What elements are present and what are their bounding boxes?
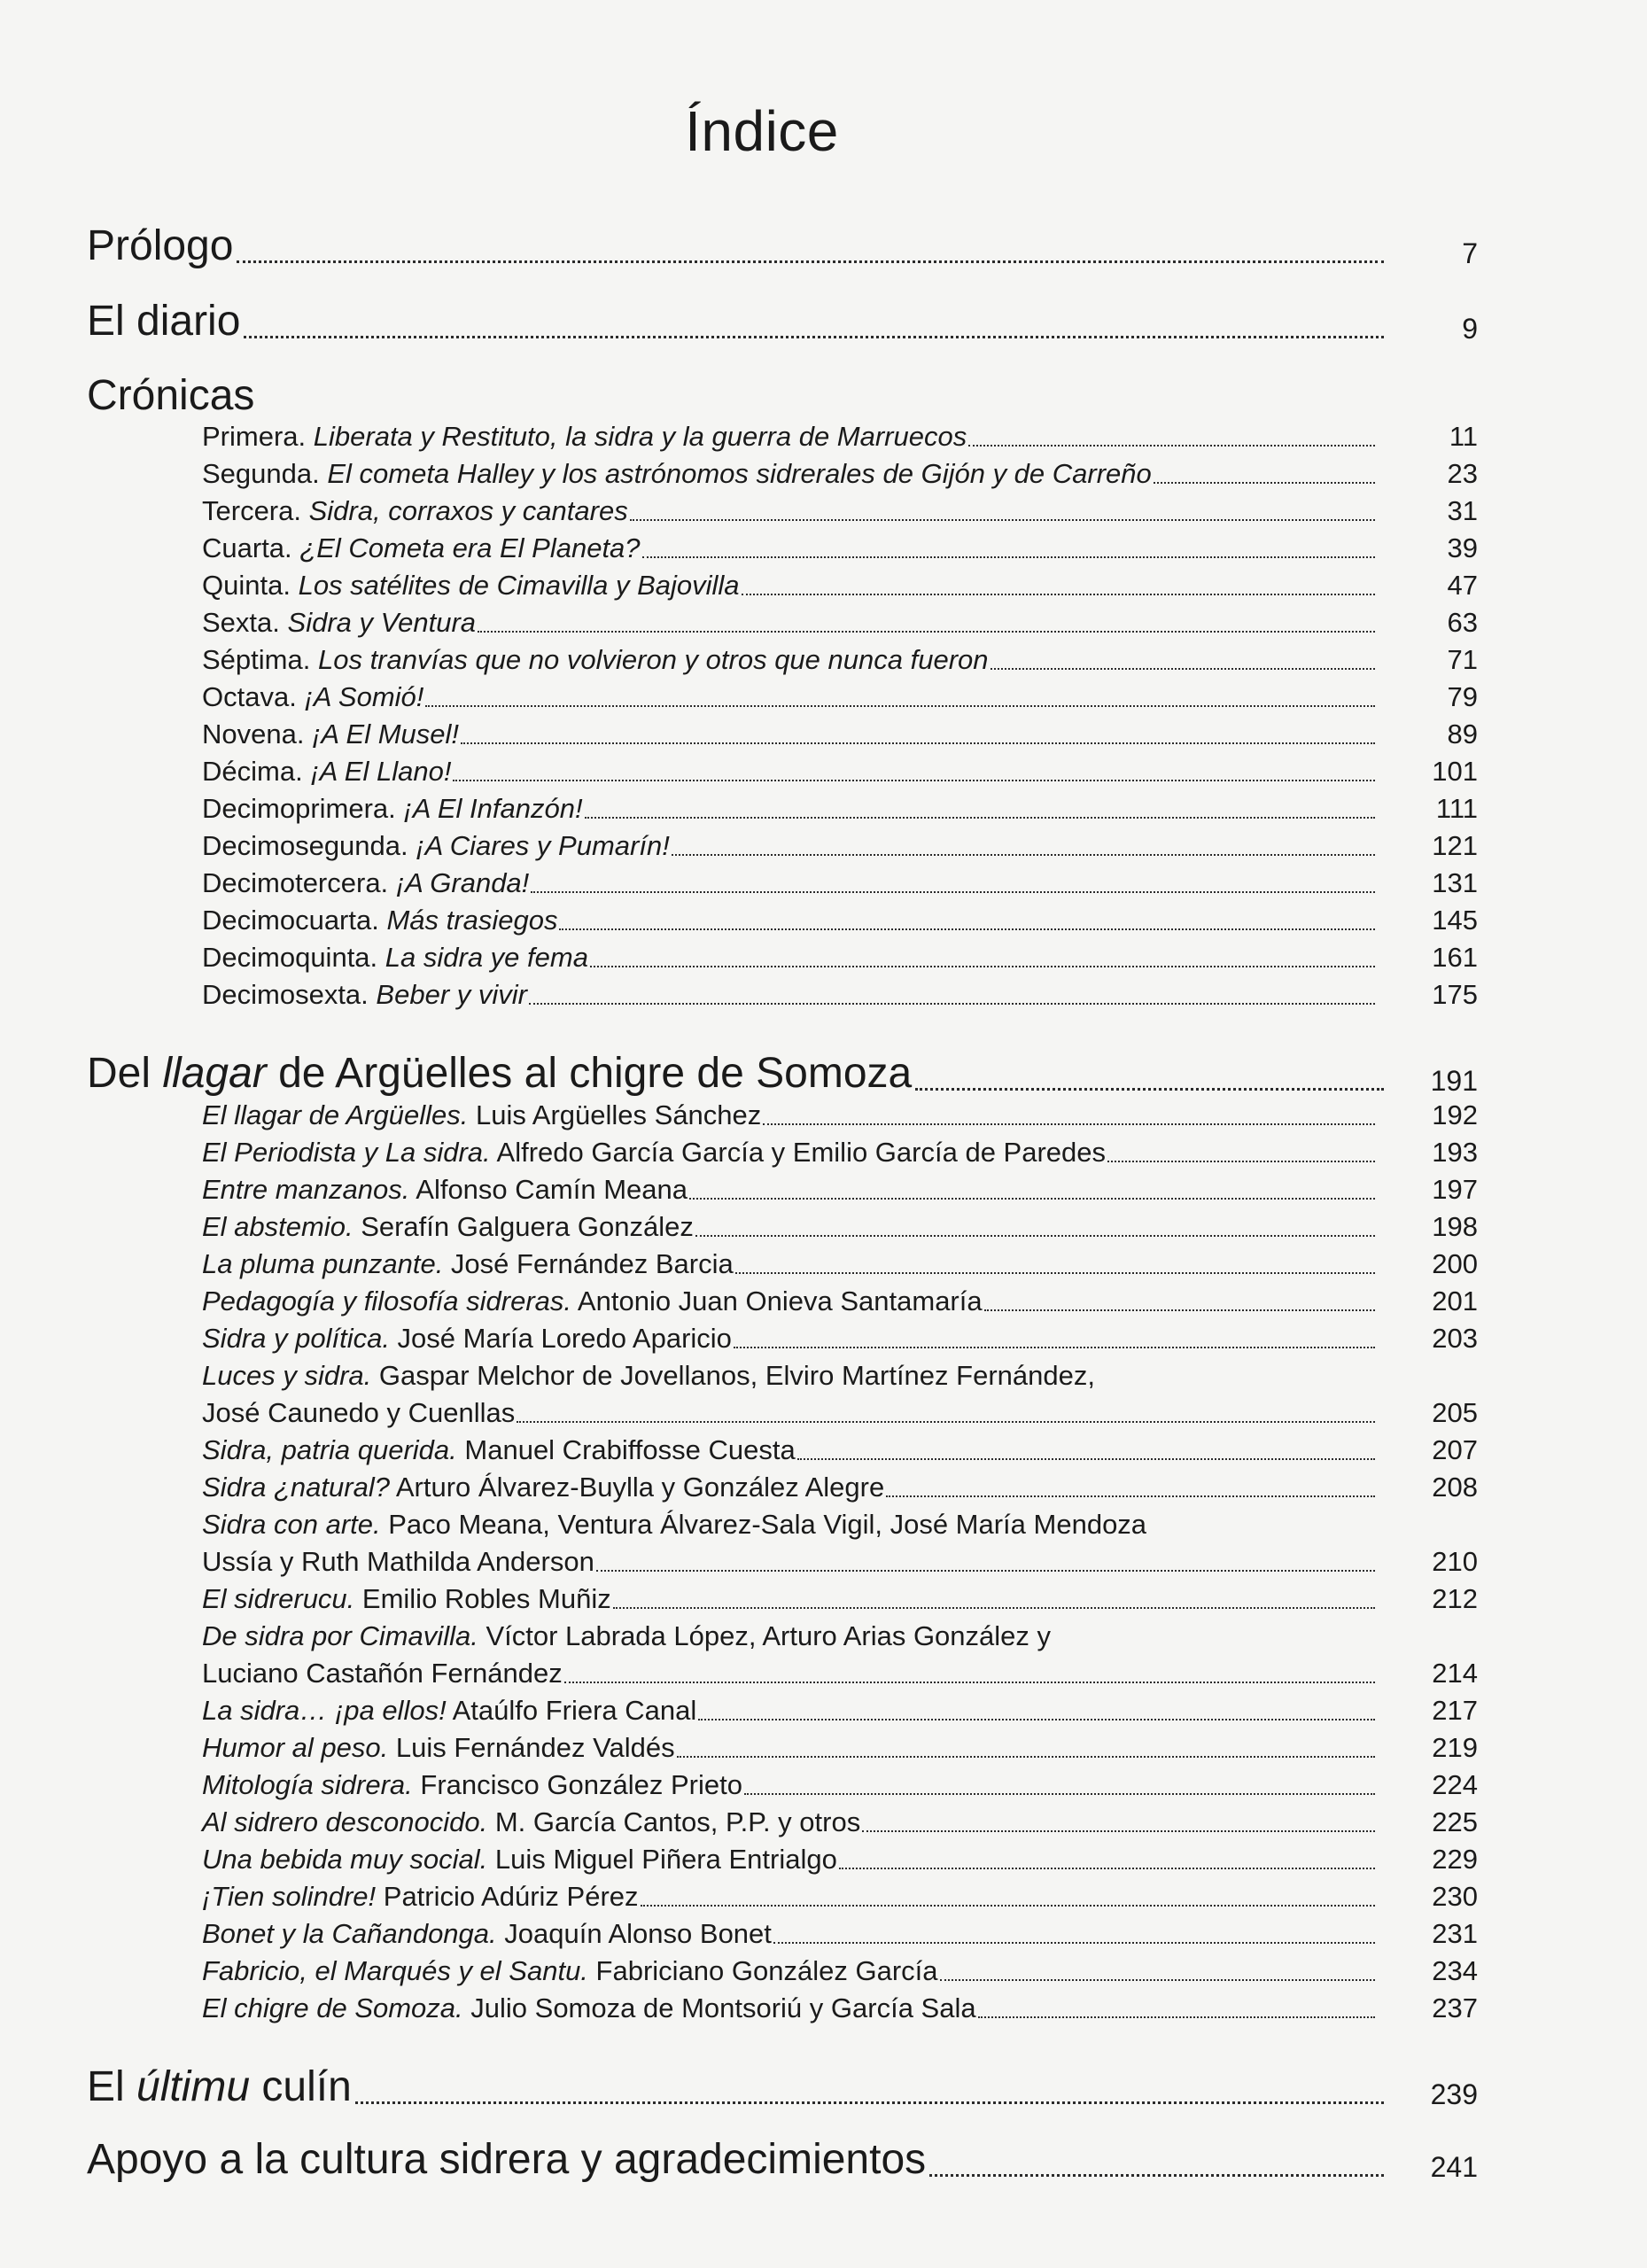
toc-subentry[interactable] <box>202 939 1478 976</box>
page-number: 161 <box>1432 942 1478 973</box>
entry-label <box>202 567 740 604</box>
chronicle-title: ¡A Granda! <box>395 867 530 898</box>
toc-subentry[interactable] <box>202 418 1478 455</box>
article-authors: Julio Somoza de Montsoriú y García Sala <box>462 1992 976 2023</box>
page-number: 31 <box>1447 495 1478 526</box>
dot-leader <box>862 1830 1375 1832</box>
toc-subentry[interactable] <box>202 641 1478 679</box>
entry-label <box>202 1878 639 1915</box>
toc-subentry-first-line[interactable] <box>202 1357 1095 1394</box>
entry-label <box>202 1729 675 1767</box>
dot-leader <box>915 1088 1384 1091</box>
page-number: 224 <box>1432 1769 1478 1800</box>
page-number: 219 <box>1432 1732 1478 1763</box>
chronicle-ordinal: Tercera. <box>202 495 301 526</box>
article-title: Luces y sidra. <box>202 1360 372 1391</box>
toc-subentry[interactable] <box>202 1246 1478 1283</box>
article-authors: Luis Argüelles Sánchez <box>468 1099 762 1130</box>
entry-label: Ussía y Ruth Mathilda Anderson <box>202 1546 594 1577</box>
entry-label: Apoyo a la cultura sidrera y agradecimientos <box>87 2136 927 2183</box>
dot-leader <box>940 1979 1375 1981</box>
entry-label <box>202 865 529 902</box>
dot-leader <box>839 1868 1375 1869</box>
entry-label <box>202 827 670 865</box>
section-heading-cronicas: Crónicas <box>87 372 255 419</box>
chronicle-ordinal: Décima. <box>202 756 303 787</box>
entry-label <box>202 1804 860 1841</box>
toc-entry-apoyo[interactable] <box>87 2133 1478 2186</box>
entry-label: José Caunedo y Cuenllas <box>202 1397 516 1428</box>
page-number: 198 <box>1432 1211 1478 1242</box>
page-number: 47 <box>1447 570 1478 601</box>
article-title: De sidra por Cimavilla. <box>202 1620 478 1651</box>
page-number: 237 <box>1432 1992 1478 2023</box>
page-number: 210 <box>1432 1546 1478 1577</box>
entry-label <box>202 1320 732 1357</box>
entry-label <box>87 1047 912 1100</box>
page-number: 212 <box>1432 1583 1478 1614</box>
dot-leader <box>734 1347 1375 1348</box>
entry-label <box>87 2061 352 2114</box>
toc-subentry[interactable] <box>202 1804 1478 1841</box>
toc-subentry[interactable] <box>202 1990 1478 2027</box>
page-number: 101 <box>1432 756 1478 787</box>
entry-label <box>202 1692 696 1729</box>
dot-leader <box>677 1756 1375 1758</box>
toc-subentry[interactable] <box>202 1915 1478 1953</box>
article-title: Al sidrero desconocido. <box>202 1806 488 1837</box>
dot-leader <box>763 1123 1375 1125</box>
toc-subentry[interactable] <box>202 1767 1478 1804</box>
page-number: 217 <box>1432 1695 1478 1726</box>
chronicle-title: ¡A Ciares y Pumarín! <box>416 830 670 861</box>
article-authors: Alfonso Camín Meana <box>409 1174 688 1205</box>
toc-subentry[interactable] <box>202 604 1478 641</box>
entry-label <box>202 1469 884 1506</box>
article-authors: Emilio Robles Muñiz <box>354 1583 611 1614</box>
entry-label <box>202 1097 761 1134</box>
dot-leader <box>689 1198 1375 1200</box>
toc-subentry[interactable] <box>202 827 1478 865</box>
entry-label <box>202 1171 688 1208</box>
page-number: 71 <box>1447 644 1478 675</box>
toc-entry-prologo[interactable] <box>87 220 1478 273</box>
page-number: 145 <box>1432 905 1478 936</box>
dot-leader <box>564 1682 1375 1683</box>
dot-leader <box>672 854 1375 856</box>
entry-label: El diario <box>87 298 241 345</box>
dot-leader <box>244 336 1384 338</box>
article-title: Bonet y la Cañandonga. <box>202 1918 497 1949</box>
page-number: 234 <box>1432 1955 1478 1986</box>
entry-label <box>202 604 476 641</box>
toc-subentry[interactable] <box>202 1394 1478 1432</box>
entry-label <box>202 753 451 790</box>
article-authors: Paco Meana, Ventura Álvarez-Sala Vigil, José María Mendoza <box>380 1509 1147 1540</box>
article-authors: José Fernández Barcia <box>443 1248 734 1279</box>
toc-subentry[interactable] <box>202 1283 1478 1320</box>
toc-subentry[interactable] <box>202 902 1478 939</box>
chronicle-title: Sidra, corraxos y cantares <box>308 495 628 526</box>
dot-leader <box>478 631 1375 633</box>
dot-leader <box>744 1793 1375 1795</box>
article-title: La pluma punzante. <box>202 1248 444 1279</box>
article-title: Una bebida muy social. <box>202 1844 488 1875</box>
entry-label <box>202 493 628 530</box>
page-number: 229 <box>1432 1844 1478 1875</box>
page-number: 175 <box>1432 979 1478 1010</box>
chronicle-title: ¡A El Infanzón! <box>403 793 583 824</box>
toc-subentry[interactable] <box>202 865 1478 902</box>
article-title: El Periodista y La sidra. <box>202 1137 491 1168</box>
article-authors: Víctor Labrada López, Arturo Arias González y <box>478 1620 1052 1651</box>
toc-entry-llagar[interactable] <box>87 1047 1478 1100</box>
dot-leader <box>355 2101 1384 2104</box>
article-authors: Patricio Adúriz Pérez <box>376 1881 639 1912</box>
page-number: 39 <box>1447 532 1478 563</box>
toc-subentry[interactable] <box>202 679 1478 716</box>
article-authors: Ataúlfo Friera Canal <box>446 1695 697 1726</box>
page-number: 214 <box>1432 1658 1478 1689</box>
entry-label <box>202 1283 983 1320</box>
dot-leader <box>978 2016 1375 2018</box>
page-number: 231 <box>1432 1918 1478 1949</box>
toc-subentry[interactable] <box>202 1320 1478 1357</box>
article-authors: Serafín Galguera González <box>353 1211 694 1242</box>
page-number: 239 <box>1430 2078 1478 2110</box>
toc-subentry[interactable] <box>202 1841 1478 1878</box>
dot-leader <box>735 1272 1375 1274</box>
toc-subentry[interactable] <box>202 530 1478 567</box>
heading-text: culín <box>250 2063 352 2110</box>
toc-subentry[interactable] <box>202 1171 1478 1208</box>
article-authors: Luis Miguel Piñera Entrialgo <box>487 1844 837 1875</box>
article-title: El chigre de Somoza. <box>202 1992 463 2023</box>
dot-leader <box>742 594 1375 595</box>
article-title: El abstemio. <box>202 1211 353 1242</box>
entry-label: Prólogo <box>87 222 234 269</box>
article-title: Sidra, patria querida. <box>202 1434 457 1465</box>
entry-label <box>202 1581 611 1618</box>
article-authors: Fabriciano González García <box>587 1955 938 1986</box>
chronicle-ordinal: Primera. <box>202 421 307 452</box>
entry-label <box>202 939 588 976</box>
chronicle-ordinal: Novena. <box>202 718 305 750</box>
chronicle-title: La sidra ye fema <box>385 942 588 973</box>
chronicle-ordinal: Cuarta. <box>202 532 292 563</box>
chronicle-ordinal: Decimoquinta. <box>202 942 378 973</box>
chronicle-title: El cometa Halley y los astrónomos sidrerales de Gijón y de Carreño <box>327 458 1152 489</box>
chronicle-ordinal: Decimotercera. <box>202 867 389 898</box>
article-title: Pedagogía y filosofía sidreras. <box>202 1285 572 1317</box>
toc-subentry[interactable] <box>202 1543 1478 1581</box>
page-number: 191 <box>1430 1065 1478 1097</box>
heading-italic-text: llagar <box>162 1050 267 1097</box>
entry-label <box>202 1432 796 1469</box>
toc-subentry[interactable] <box>202 1581 1478 1618</box>
article-authors: José María Loredo Aparicio <box>389 1323 732 1354</box>
dot-leader <box>1107 1161 1375 1162</box>
dot-leader <box>531 891 1375 893</box>
entry-label <box>202 976 527 1014</box>
page-number: 200 <box>1432 1248 1478 1279</box>
toc-entry-diario[interactable] <box>87 295 1478 348</box>
entry-label <box>202 1915 772 1953</box>
toc-subentry[interactable] <box>202 567 1478 604</box>
page-number: 121 <box>1432 830 1478 861</box>
toc-subentry[interactable] <box>202 1097 1478 1134</box>
dot-leader <box>590 966 1375 967</box>
article-authors: Alfredo García García y Emilio García de Paredes <box>490 1137 1107 1168</box>
page-number: 9 <box>1462 313 1478 345</box>
chronicle-ordinal: Quinta. <box>202 570 291 601</box>
chronicle-title: Más trasiegos <box>386 905 558 936</box>
chronicle-ordinal: Octava. <box>202 681 297 712</box>
page-number: 7 <box>1462 237 1478 269</box>
dot-leader <box>1154 482 1375 484</box>
toc-subentry[interactable] <box>202 455 1478 493</box>
dot-leader <box>237 260 1384 263</box>
toc-subentry[interactable] <box>202 493 1478 530</box>
dot-leader <box>596 1570 1375 1572</box>
page-number: 208 <box>1432 1472 1478 1503</box>
heading-text: Del <box>87 1050 163 1097</box>
chronicle-title: ¡A El Musel! <box>312 718 460 750</box>
article-authors: Luis Fernández Valdés <box>388 1732 675 1763</box>
article-title: ¡Tien solindre! <box>202 1881 377 1912</box>
page-number: 63 <box>1447 607 1478 638</box>
article-authors: M. García Cantos, P.P. y otros <box>487 1806 861 1837</box>
dot-leader <box>773 1942 1375 1944</box>
toc-subentry[interactable] <box>202 1432 1478 1469</box>
toc-subentry[interactable] <box>202 1655 1478 1692</box>
article-authors: Arturo Álvarez-Buylla y González Alegre <box>389 1472 885 1503</box>
entry-label <box>202 716 459 753</box>
page-number: 131 <box>1432 867 1478 898</box>
article-authors: Manuel Crabiffosse Cuesta <box>456 1434 796 1465</box>
toc-subentry[interactable] <box>202 790 1478 827</box>
page-number: 79 <box>1447 681 1478 712</box>
toc-subentry[interactable] <box>202 1953 1478 1990</box>
toc-subentry-first-line[interactable] <box>202 1506 1146 1543</box>
chronicle-title: Los satélites de Cimavilla y Bajovilla <box>298 570 740 601</box>
chronicle-ordinal: Segunda. <box>202 458 320 489</box>
toc-subentry[interactable] <box>202 1469 1478 1506</box>
dot-leader <box>698 1719 1375 1720</box>
entry-label <box>202 418 967 455</box>
page-number: 11 <box>1449 421 1478 452</box>
page-title: Índice <box>685 99 839 163</box>
entry-label <box>202 1767 742 1804</box>
page-number: 193 <box>1432 1137 1478 1168</box>
article-title: La sidra… ¡pa ellos! <box>202 1695 447 1726</box>
entry-label <box>202 1990 976 2027</box>
toc-subentry[interactable] <box>202 716 1478 753</box>
chronicle-ordinal: Sexta. <box>202 607 280 638</box>
chronicle-title: Los tranvías que no volvieron y otros que nunca fueron <box>317 644 989 675</box>
chronicle-title: Sidra y Ventura <box>287 607 477 638</box>
article-title: Entre manzanos. <box>202 1174 410 1205</box>
dot-leader <box>517 1421 1375 1423</box>
chronicle-title: ¡A Somió! <box>304 681 424 712</box>
article-authors: Francisco González Prieto <box>412 1769 742 1800</box>
article-title: Sidra ¿natural? <box>202 1472 390 1503</box>
entry-label: Luciano Castañón Fernández <box>202 1658 563 1689</box>
toc-subentry-first-line[interactable] <box>202 1618 1051 1655</box>
chronicle-ordinal: Séptima. <box>202 644 311 675</box>
chronicle-ordinal: Decimocuarta. <box>202 905 379 936</box>
dot-leader <box>559 928 1375 930</box>
toc-entry-ultimu-culin[interactable] <box>87 2061 1478 2114</box>
dot-leader <box>641 1905 1375 1907</box>
page-number: 225 <box>1432 1806 1478 1837</box>
entry-label <box>202 641 989 679</box>
dot-leader <box>613 1607 1375 1609</box>
article-title: Mitología sidrera. <box>202 1769 413 1800</box>
page-number: 111 <box>1435 793 1478 824</box>
entry-label <box>202 455 1152 493</box>
entry-label <box>202 1841 837 1878</box>
dot-leader <box>461 742 1375 744</box>
dot-leader <box>453 780 1375 781</box>
chronicle-ordinal: Decimoprimera. <box>202 793 396 824</box>
dot-leader <box>529 1003 1375 1005</box>
heading-italic-text: últimu <box>136 2063 251 2110</box>
chronicle-ordinal: Decimosexta. <box>202 979 369 1010</box>
dot-leader <box>929 2174 1384 2177</box>
toc-subentry[interactable] <box>202 753 1478 790</box>
entry-label <box>202 1208 694 1246</box>
article-title: El llagar de Argüelles. <box>202 1099 469 1130</box>
article-title: Sidra con arte. <box>202 1509 381 1540</box>
toc-subentry[interactable] <box>202 1729 1478 1767</box>
article-authors: Antonio Juan Onieva Santamaría <box>571 1285 983 1317</box>
toc-subentry[interactable] <box>202 1878 1478 1915</box>
article-title: Fabricio, el Marqués y el Santu. <box>202 1955 588 1986</box>
dot-leader <box>425 705 1375 707</box>
dot-leader <box>886 1495 1375 1497</box>
chronicle-title: Beber y vivir <box>376 979 527 1010</box>
heading-text: de Argüelles al chigre de Somoza <box>266 1050 913 1097</box>
dot-leader <box>968 445 1375 447</box>
entry-label <box>202 530 641 567</box>
chronicle-ordinal: Decimosegunda. <box>202 830 408 861</box>
page-number: 207 <box>1432 1434 1478 1465</box>
article-authors: Gaspar Melchor de Jovellanos, Elviro Martínez Fernández, <box>371 1360 1095 1391</box>
toc-subentry[interactable] <box>202 1134 1478 1171</box>
page-number: 241 <box>1430 2151 1478 2183</box>
page-number: 230 <box>1432 1881 1478 1912</box>
toc-subentry[interactable] <box>202 1208 1478 1246</box>
page-number: 192 <box>1432 1099 1478 1130</box>
page-number: 205 <box>1432 1397 1478 1428</box>
entry-label <box>202 902 557 939</box>
dot-leader <box>797 1458 1375 1460</box>
chronicle-title: ¿El Cometa era El Planeta? <box>299 532 641 563</box>
chronicle-title: Liberata y Restituto, la sidra y la guerra de Marruecos <box>313 421 967 452</box>
dot-leader <box>991 668 1375 670</box>
article-title: Humor al peso. <box>202 1732 389 1763</box>
page-number: 201 <box>1432 1285 1478 1317</box>
entry-label <box>202 679 423 716</box>
toc-subentry[interactable] <box>202 976 1478 1014</box>
toc-subentry[interactable] <box>202 1692 1478 1729</box>
entry-label <box>202 1246 734 1283</box>
chronicle-title: ¡A El Llano! <box>310 756 452 787</box>
entry-label <box>202 1953 938 1990</box>
entry-label <box>202 1134 1106 1171</box>
dot-leader <box>630 519 1375 521</box>
dot-leader <box>695 1235 1375 1237</box>
page-number: 89 <box>1447 718 1478 750</box>
dot-leader <box>642 556 1375 558</box>
page-number: 203 <box>1432 1323 1478 1354</box>
article-title: Sidra y política. <box>202 1323 390 1354</box>
dot-leader <box>585 817 1375 819</box>
article-title: El sidrerucu. <box>202 1583 355 1614</box>
article-authors: Joaquín Alonso Bonet <box>496 1918 772 1949</box>
entry-label <box>202 790 583 827</box>
page-number: 23 <box>1447 458 1478 489</box>
dot-leader <box>984 1309 1375 1311</box>
heading-text: El <box>87 2063 137 2110</box>
page-number: 197 <box>1432 1174 1478 1205</box>
